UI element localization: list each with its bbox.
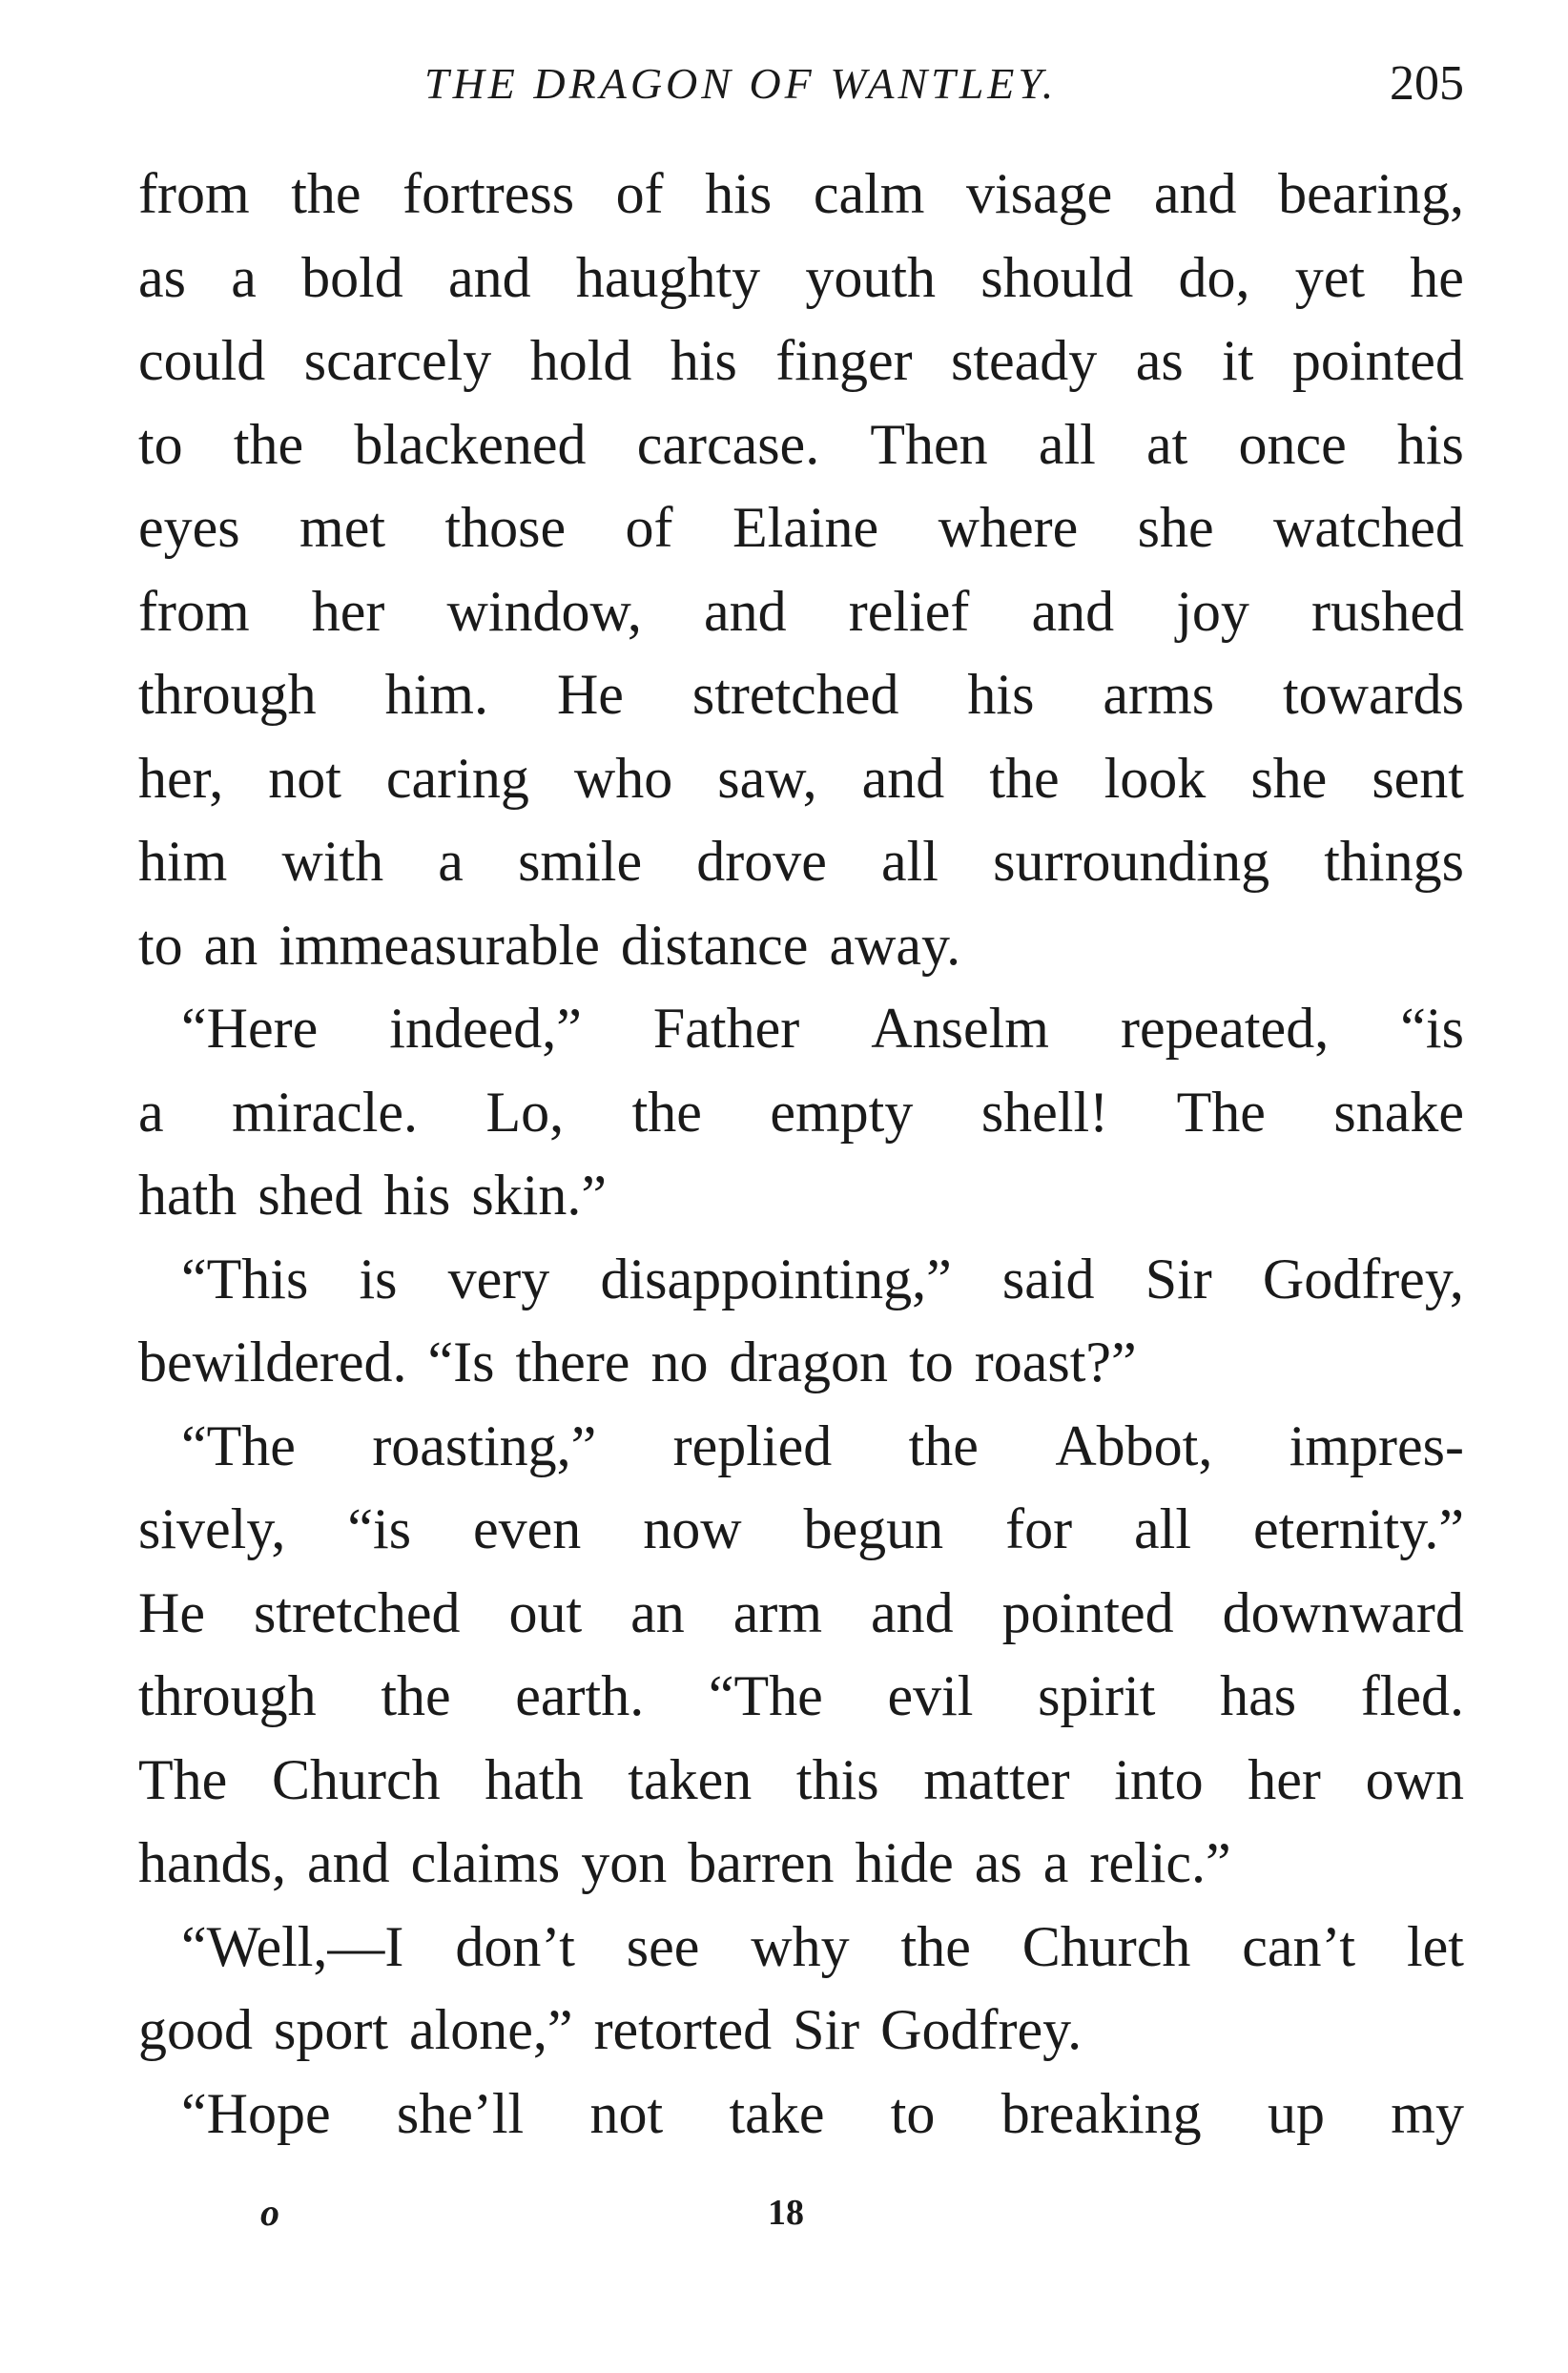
text-line xyxy=(138,904,1464,988)
word: from xyxy=(138,579,250,643)
word: relief xyxy=(848,579,970,643)
word: as xyxy=(974,1831,1022,1894)
word: He xyxy=(138,1580,205,1644)
word: can’t xyxy=(1242,1914,1356,1978)
word: blackened xyxy=(354,412,587,476)
word: things xyxy=(1324,830,1464,893)
word: and xyxy=(306,1831,390,1894)
word: watched xyxy=(1273,496,1464,559)
word: arm xyxy=(732,1580,823,1644)
text-line xyxy=(138,737,1464,821)
word: surrounding xyxy=(993,830,1270,893)
word: arms xyxy=(1103,663,1215,726)
text-line xyxy=(138,820,1464,904)
text-line xyxy=(138,570,1464,654)
word: she’ll xyxy=(396,2081,525,2145)
word: roasting,” xyxy=(372,1413,597,1477)
text-line xyxy=(138,153,1464,237)
word: finger xyxy=(775,329,913,392)
word: an xyxy=(630,1580,685,1644)
word: The xyxy=(1176,1080,1266,1144)
text-line xyxy=(138,486,1464,570)
word: alone,” xyxy=(409,1998,573,2061)
word: matter xyxy=(923,1747,1070,1811)
word: her, xyxy=(138,746,224,810)
word: yet xyxy=(1294,245,1366,309)
word: smile xyxy=(518,830,643,893)
word: through xyxy=(138,663,317,726)
word: hide xyxy=(855,1831,954,1894)
word: a xyxy=(138,1080,164,1144)
page-footer xyxy=(138,2184,1464,2241)
word: the xyxy=(631,1080,702,1144)
word: don’t xyxy=(455,1914,575,1978)
word: pointed xyxy=(1001,1580,1174,1644)
word: saw, xyxy=(717,746,817,810)
word: earth. xyxy=(515,1664,645,1727)
word: him xyxy=(138,830,228,893)
word: hands, xyxy=(138,1831,286,1894)
word: “This xyxy=(181,1247,309,1310)
word: repeated, xyxy=(1121,997,1330,1060)
word: steady xyxy=(951,329,1098,392)
word: all xyxy=(1134,1497,1192,1560)
word: not xyxy=(268,746,341,810)
word: look xyxy=(1104,746,1207,810)
word: not xyxy=(589,2081,664,2145)
word: her xyxy=(311,579,385,643)
word: good xyxy=(138,1998,253,2061)
word: “The xyxy=(708,1664,823,1727)
word: and xyxy=(704,579,787,643)
word: eternity.” xyxy=(1252,1497,1464,1560)
word: He xyxy=(556,663,624,726)
word: and xyxy=(861,746,945,810)
word: no xyxy=(650,1331,709,1393)
word: with xyxy=(281,830,384,893)
word: replied xyxy=(672,1413,833,1477)
word: eyes xyxy=(138,496,240,559)
word: and xyxy=(871,1580,954,1644)
text-line xyxy=(138,1989,1464,2073)
word: carcase. xyxy=(636,412,820,476)
word: now xyxy=(643,1497,742,1560)
word: rushed xyxy=(1310,579,1464,643)
word: disappointing,” xyxy=(600,1247,952,1310)
word: barren xyxy=(688,1831,835,1894)
text-line xyxy=(138,1154,1464,1238)
word: miracle. xyxy=(232,1080,418,1144)
word: breaking xyxy=(1001,2081,1202,2145)
word: out xyxy=(508,1580,583,1644)
word: a xyxy=(438,830,464,893)
word: distance xyxy=(620,913,809,977)
text-line xyxy=(138,1238,1464,1322)
word: sively, xyxy=(138,1497,286,1560)
word: youth xyxy=(805,245,937,309)
word: met xyxy=(299,496,386,559)
text-line xyxy=(138,1071,1464,1155)
text-line xyxy=(138,1572,1464,1656)
word: as xyxy=(138,245,186,309)
word: indeed,” xyxy=(389,997,582,1060)
word: to xyxy=(890,2081,936,2145)
text-line xyxy=(138,987,1464,1071)
word: of xyxy=(615,162,664,225)
word: spirit xyxy=(1038,1664,1156,1727)
word: his xyxy=(670,329,737,392)
word: a xyxy=(231,245,257,309)
word: up xyxy=(1267,2081,1325,2145)
word: it xyxy=(1222,329,1254,392)
word: fled. xyxy=(1360,1664,1464,1727)
word: bearing, xyxy=(1278,162,1464,225)
word: bold xyxy=(301,245,403,309)
word: those xyxy=(444,496,567,559)
word: roast?” xyxy=(974,1331,1137,1393)
word: impres- xyxy=(1289,1413,1464,1477)
word: Sir xyxy=(1145,1247,1212,1310)
word: the xyxy=(989,746,1060,810)
text-line xyxy=(138,1405,1464,1489)
word: sport xyxy=(274,1998,388,2061)
word: stretched xyxy=(691,663,899,726)
text-line xyxy=(138,237,1464,320)
word: his xyxy=(967,663,1035,726)
word: towards xyxy=(1283,663,1464,726)
text-line xyxy=(138,1321,1464,1405)
word: hath xyxy=(485,1747,584,1811)
word: a xyxy=(1042,1831,1069,1894)
text-line xyxy=(138,653,1464,737)
text-line xyxy=(138,1655,1464,1739)
word: and xyxy=(1153,162,1237,225)
word: let xyxy=(1406,1914,1464,1978)
word: evil xyxy=(887,1664,974,1727)
word: “Here xyxy=(181,997,319,1060)
word: she xyxy=(1250,746,1328,810)
word: “The xyxy=(181,1413,296,1477)
body-text xyxy=(138,153,1464,2156)
word: bewildered. xyxy=(138,1331,407,1393)
word: Godfrey. xyxy=(880,1998,1083,2061)
word: immeasurable xyxy=(279,913,600,977)
word: who xyxy=(573,746,673,810)
word: all xyxy=(1038,412,1096,476)
word: could xyxy=(138,329,266,392)
word: “is xyxy=(347,1497,412,1560)
word: he xyxy=(1410,245,1464,309)
word: there xyxy=(515,1331,630,1393)
word: as xyxy=(1135,329,1184,392)
word: why xyxy=(751,1914,850,1978)
word: all xyxy=(880,830,939,893)
word: through xyxy=(138,1664,317,1727)
word: haughty xyxy=(575,245,761,309)
word: do, xyxy=(1178,245,1250,309)
word: the xyxy=(381,1664,451,1727)
text-line xyxy=(138,320,1464,403)
text-line xyxy=(138,1739,1464,1823)
word: retorted xyxy=(593,1998,773,2061)
word: hold xyxy=(529,329,632,392)
word: the xyxy=(908,1413,979,1477)
word: Church xyxy=(1021,1914,1191,1978)
word: into xyxy=(1114,1747,1204,1811)
running-head xyxy=(138,46,1464,122)
word: empty xyxy=(770,1080,914,1144)
word: of xyxy=(625,496,673,559)
word: for xyxy=(1005,1497,1073,1560)
word: my xyxy=(1391,2081,1464,2145)
text-line xyxy=(138,403,1464,487)
word: at xyxy=(1145,412,1188,476)
word: the xyxy=(291,162,361,225)
text-line xyxy=(138,1906,1464,1990)
word: his xyxy=(383,1164,451,1227)
word: skin.” xyxy=(471,1164,607,1227)
word: scarcely xyxy=(303,329,492,392)
signature-number: 18 xyxy=(768,2193,804,2233)
word: him. xyxy=(384,663,488,726)
text-line xyxy=(138,2073,1464,2156)
word: where xyxy=(938,496,1079,559)
word: her xyxy=(1248,1747,1321,1811)
word: “is xyxy=(1400,997,1464,1060)
word: his xyxy=(1396,412,1464,476)
word: calm xyxy=(813,162,925,225)
word: Sir xyxy=(793,1998,860,2061)
word: Elaine xyxy=(732,496,879,559)
word: Church xyxy=(271,1747,441,1811)
word: Father xyxy=(652,997,800,1060)
word: to xyxy=(909,1331,954,1393)
word: is xyxy=(359,1247,398,1310)
word: his xyxy=(705,162,773,225)
word: said xyxy=(1001,1247,1095,1310)
word: Then xyxy=(870,412,988,476)
word: to xyxy=(138,412,183,476)
signature-mark: o xyxy=(260,2191,279,2234)
word: the xyxy=(900,1914,971,1978)
word: see xyxy=(626,1914,700,1978)
running-title: THE DRAGON OF WANTLEY. xyxy=(424,59,1058,108)
word: “Well,—I xyxy=(181,1914,404,1978)
word: visage xyxy=(966,162,1113,225)
word: stretched xyxy=(253,1580,461,1644)
word: Godfrey, xyxy=(1262,1247,1464,1310)
word: Lo, xyxy=(485,1080,565,1144)
word: has xyxy=(1220,1664,1297,1727)
word: The xyxy=(138,1747,228,1811)
word: hath xyxy=(138,1164,237,1227)
word: pointed xyxy=(1291,329,1464,392)
word: shed xyxy=(258,1164,363,1227)
word: and xyxy=(1031,579,1115,643)
word: shell! xyxy=(980,1080,1109,1144)
word: she xyxy=(1137,496,1214,559)
word: joy xyxy=(1176,579,1249,643)
word: very xyxy=(447,1247,550,1310)
word: Anselm xyxy=(871,997,1049,1060)
word: this xyxy=(795,1747,879,1811)
word: the xyxy=(233,412,304,476)
word: dragon xyxy=(729,1331,889,1393)
word: and xyxy=(447,245,531,309)
word: caring xyxy=(385,746,529,810)
word: “Is xyxy=(427,1331,495,1393)
word: from xyxy=(138,162,250,225)
word: away. xyxy=(829,913,961,977)
word: yon xyxy=(581,1831,668,1894)
word: claims xyxy=(410,1831,561,1894)
word: begun xyxy=(803,1497,944,1560)
word: an xyxy=(203,913,258,977)
word: should xyxy=(980,245,1134,309)
word: own xyxy=(1365,1747,1464,1811)
word: drove xyxy=(696,830,827,893)
word: to xyxy=(138,913,183,977)
word: “Hope xyxy=(181,2081,331,2145)
word: downward xyxy=(1222,1580,1464,1644)
word: taken xyxy=(628,1747,753,1811)
word: take xyxy=(729,2081,825,2145)
word: even xyxy=(473,1497,582,1560)
word: once xyxy=(1238,412,1347,476)
word: Abbot, xyxy=(1055,1413,1213,1477)
word: relic.” xyxy=(1089,1831,1231,1894)
word: snake xyxy=(1333,1080,1464,1144)
word: sent xyxy=(1372,746,1464,810)
page-number: 205 xyxy=(1390,56,1464,111)
word: fortress xyxy=(402,162,575,225)
word: window, xyxy=(446,579,642,643)
text-line xyxy=(138,1488,1464,1572)
text-line xyxy=(138,1822,1464,1906)
